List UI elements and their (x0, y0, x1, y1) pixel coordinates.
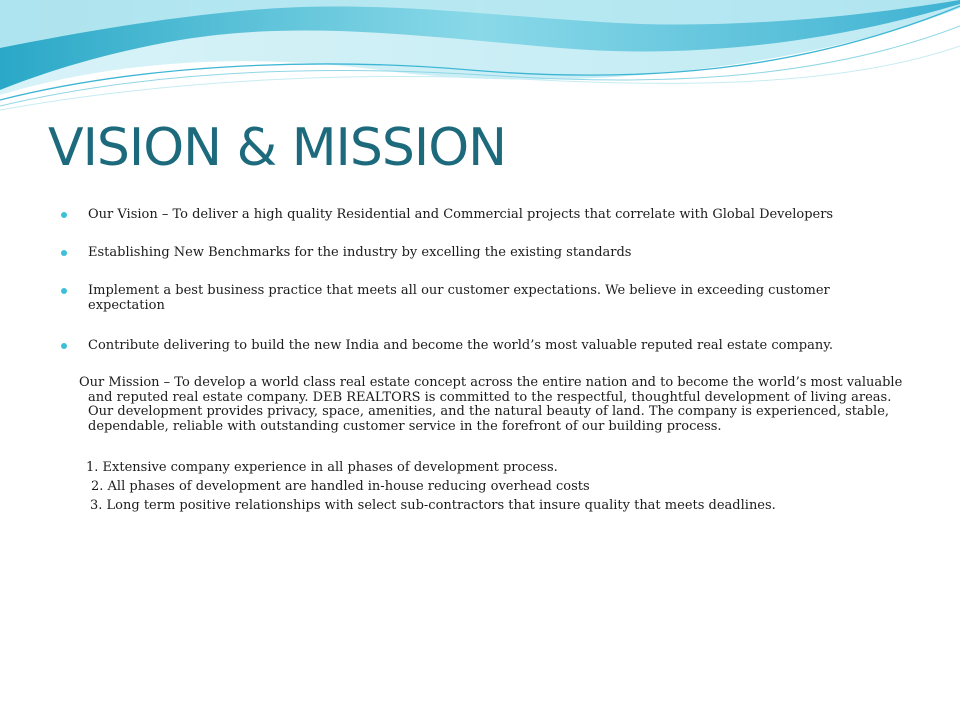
bullet-item-benchmarks (88, 246, 878, 261)
bullet-text: Contribute delivering to build the new India and become the world’s most valuable reputed real estate company. (88, 338, 833, 353)
point-item: 1. Extensive company experience in all phases of development process. (86, 460, 558, 475)
point-item: 2. All phases of development are handled in-house reducing overhead costs (91, 479, 590, 494)
bullet-dot-icon (61, 343, 67, 349)
mission-paragraph: Our Mission – To develop a world class real estate concept across the entire nation and to become the world’s most valuable and reputed real estate company. DEB REALTORS is committed to the respectful, thoughtful development of living areas. Our development provides privacy, space, amenities, and the natural beauty of land. The company is experienced, stable, dependable, reliable with outstanding customer service in the forefront of our building process. (79, 375, 903, 434)
bullet-text: Our Vision – To deliver a high quality Residential and Commercial projects that correlate with Global Developers (88, 207, 834, 222)
bullet-item-vision (88, 208, 878, 223)
bullet-dot-icon (61, 288, 67, 294)
point-item: 3. Long term positive relationships with select sub-contractors that insure quality that meets deadlines. (90, 498, 776, 513)
bullet-dot-icon (61, 212, 67, 218)
slide-title: VISION & MISSION (48, 118, 507, 178)
bullet-item-practice (88, 284, 878, 313)
bullet-text: Establishing New Benchmarks for the industry by excelling the existing standards (88, 245, 632, 260)
header-wave-decoration (0, 0, 960, 120)
bullet-dot-icon (61, 250, 67, 256)
bullet-text: Implement a best business practice that meets all our customer expectations. We believe in exceeding customer expectation (88, 283, 830, 313)
bullet-item-contribute (88, 339, 878, 354)
